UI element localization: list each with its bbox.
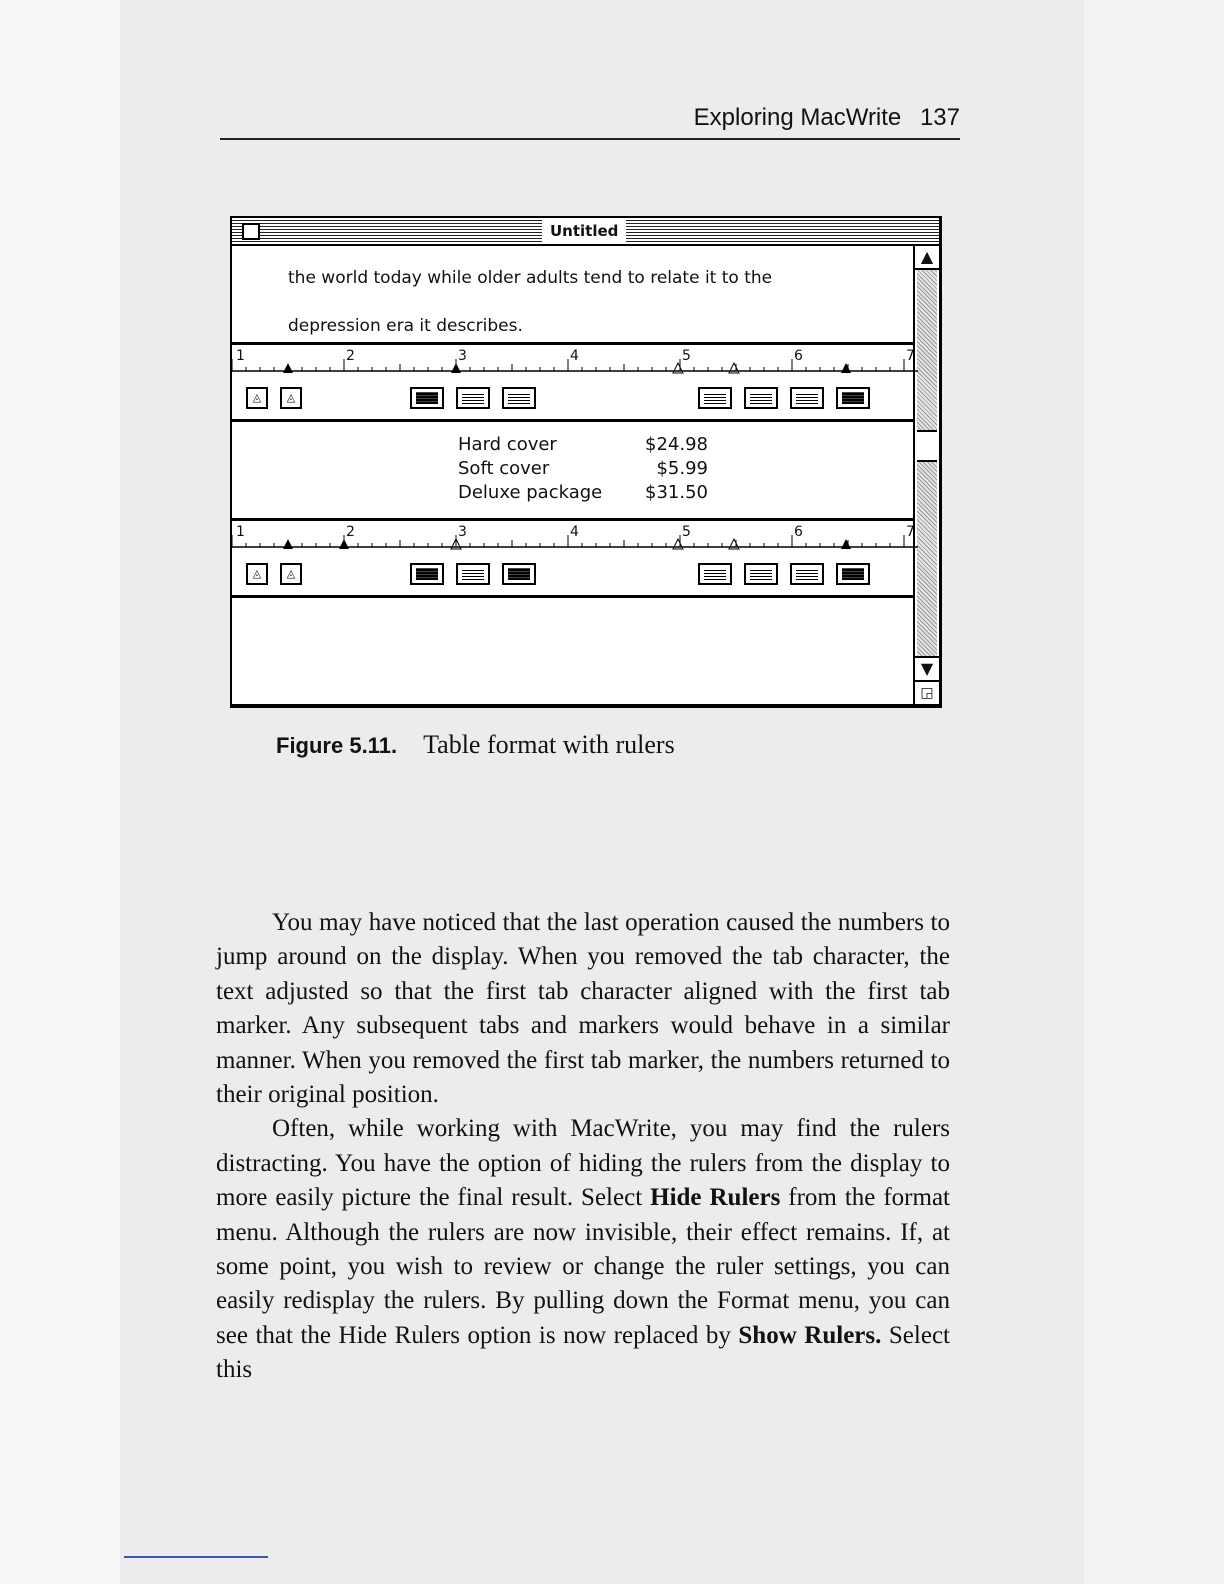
ruler-number: 5 [682, 348, 691, 364]
hide-rulers-term: Hide Rulers [650, 1184, 781, 1212]
scroll-track[interactable] [917, 270, 937, 656]
figure-caption [276, 730, 675, 760]
table-item: Soft cover [458, 458, 550, 479]
close-box-icon[interactable] [242, 223, 260, 240]
figure-label: Figure 5.11. [276, 733, 398, 758]
single-space-button-icon[interactable] [410, 387, 444, 409]
paragraph-2-text: Select this [216, 1321, 950, 1384]
ruler-number: 1 [236, 524, 245, 540]
align-left-button-icon[interactable] [698, 387, 732, 409]
page-number: 137 [919, 104, 960, 131]
running-head [220, 104, 960, 140]
left-margin-marker-icon [283, 539, 293, 549]
paragraph-2-text: Often, while working with MacWrite, you may find the rulers distracting. You have the option of hiding the rulers from the display to more easily picture the final result. Select [216, 1115, 950, 1212]
ruler-number: 7 [906, 348, 915, 364]
paragraph-2-text: from the format menu. Although the rulers are now invisible, their effect remains. If, at some point, you wish to review or change the ruler settings, you can easily redisplay the rulers. By pulling down the Format menu, you can see that the Hide Rulers option is now replaced by [216, 1184, 950, 1349]
table-price: $24.98 [645, 434, 708, 455]
right-margin-marker-icon [841, 539, 851, 549]
single-space-button-icon[interactable] [410, 563, 444, 585]
justify-button-icon[interactable] [836, 563, 870, 585]
footer-rule [124, 1556, 268, 1558]
ruler-2[interactable] [232, 518, 913, 598]
ruler-number: 3 [458, 524, 467, 540]
ruler-number: 2 [346, 524, 355, 540]
page-margin-left [0, 0, 120, 1584]
indent-marker-icon [451, 363, 461, 373]
macwrite-window [230, 216, 942, 708]
double-space-button-icon[interactable] [502, 387, 536, 409]
left-margin-marker-icon [283, 363, 293, 373]
page-margin-right [1084, 0, 1224, 1584]
align-right-button-icon[interactable] [790, 563, 824, 585]
justify-button-icon[interactable] [836, 387, 870, 409]
table-price: $31.50 [645, 482, 708, 503]
decimal-tab-button-icon[interactable]: ◬ [280, 387, 302, 409]
ruler-number: 7 [906, 524, 915, 540]
figure-caption-text: Table format with rulers [423, 730, 675, 759]
ruler-number: 1 [236, 348, 245, 364]
document-content[interactable] [232, 246, 913, 704]
one-half-space-button-icon[interactable] [456, 563, 490, 585]
ruler-number: 5 [682, 524, 691, 540]
running-head-title: Exploring MacWrite [693, 104, 902, 131]
table-item: Hard cover [458, 434, 557, 455]
ruler-number: 4 [570, 348, 579, 364]
indent-marker-icon [339, 539, 349, 549]
normal-tab-button-icon[interactable]: ◬ [246, 563, 268, 585]
decimal-tab-button-icon[interactable]: ◬ [280, 563, 302, 585]
vertical-scrollbar[interactable] [913, 246, 939, 704]
grow-box-icon[interactable]: ◲ [915, 680, 939, 704]
paragraph-2 [216, 1112, 950, 1387]
window-titlebar[interactable] [232, 218, 939, 246]
table-area[interactable] [232, 418, 913, 530]
body-text [216, 906, 950, 1388]
ruler-number: 6 [794, 348, 803, 364]
right-margin-marker-icon [841, 363, 851, 373]
table-price: $5.99 [656, 458, 708, 479]
show-rulers-term: Show Rulers. [738, 1321, 882, 1349]
scroll-up-arrow-icon[interactable]: ▲ [915, 246, 939, 270]
ruler-1[interactable] [232, 342, 913, 422]
text-line-2: depression era it describes. [288, 316, 523, 336]
ruler-number: 6 [794, 524, 803, 540]
one-half-space-button-icon[interactable] [456, 387, 490, 409]
window-title: Untitled [542, 220, 626, 242]
ruler-number: 2 [346, 348, 355, 364]
ruler-number: 3 [458, 348, 467, 364]
align-center-button-icon[interactable] [744, 387, 778, 409]
table-item: Deluxe package [458, 482, 603, 503]
paragraph-1: You may have noticed that the last operation caused the numbers to jump around on the display. When you removed the tab character, the text adjusted so that the first tab character aligned with the first tab marker. Any subsequent tabs and markers would behave in a similar manner. When you removed the first tab marker, the numbers returned to their original position. [216, 909, 950, 1109]
normal-tab-button-icon[interactable]: ◬ [246, 387, 268, 409]
scroll-down-arrow-icon[interactable]: ▼ [915, 656, 939, 680]
scroll-thumb[interactable] [917, 430, 937, 462]
align-left-button-icon[interactable] [698, 563, 732, 585]
align-right-button-icon[interactable] [790, 387, 824, 409]
ruler-number: 4 [570, 524, 579, 540]
text-line-1: the world today while older adults tend to relate it to the [288, 268, 773, 288]
double-space-button-icon[interactable] [502, 563, 536, 585]
align-center-button-icon[interactable] [744, 563, 778, 585]
